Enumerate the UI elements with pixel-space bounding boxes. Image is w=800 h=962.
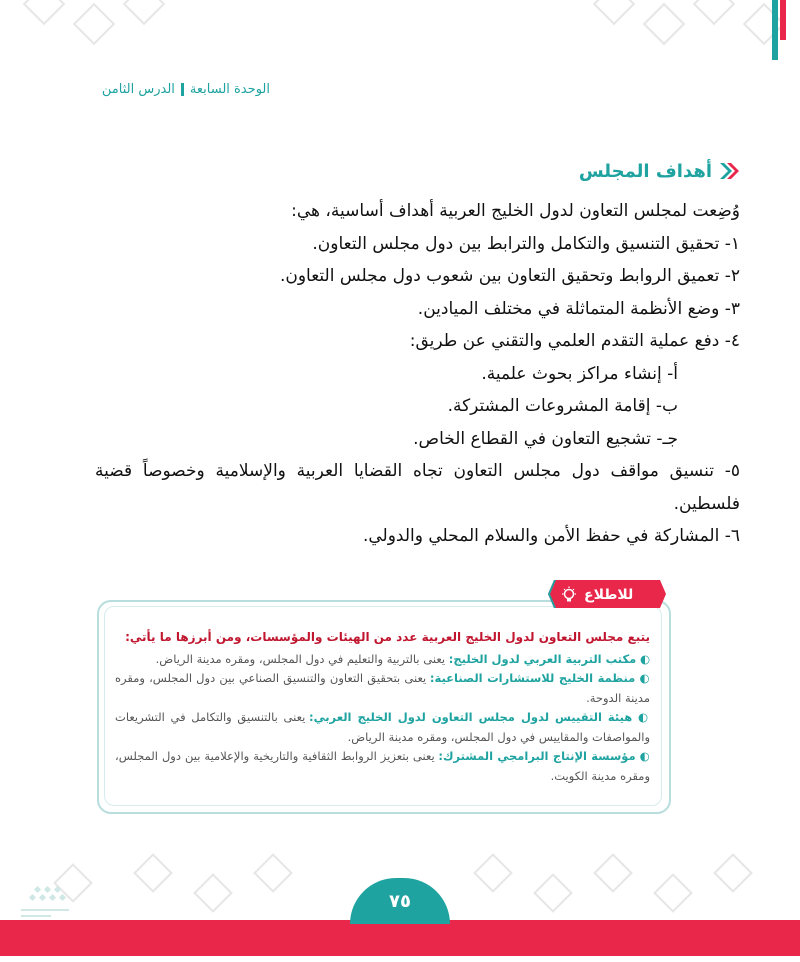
section-title: أهداف المجلس — [578, 160, 712, 182]
info-item-text: يعنى بالتربية والتعليم في دول المجلس، ومقره مدينة الرياض. — [155, 651, 449, 666]
info-badge-label-row — [560, 584, 650, 606]
sub-goal-item: ب- إقامة المشروعات المشتركة. — [447, 396, 678, 416]
info-item-name: مكتب التربية العربي لدول الخليج: — [448, 651, 637, 666]
bullet-icon: ◐ — [632, 710, 650, 724]
header-separator — [181, 83, 184, 96]
goal-item: ٢- تعميق الروابط وتحقيق التعاون بين شعوب دول مجلس التعاون. — [279, 266, 740, 286]
info-item-text: يعنى بتعزيز الروابط الثقافية والتاريخية والإعلامية بين دول المجلس، ومقره مدينة الكويت. — [115, 749, 650, 783]
footer-band — [0, 920, 800, 956]
bullet-icon: ◐ — [636, 651, 650, 666]
goal-item: ١- تحقيق التنسيق والتكامل والترابط بين دول مجلس التعاون. — [312, 233, 740, 254]
info-item — [115, 708, 650, 747]
intro-text: وُضِعت لمجلس التعاون لدول الخليج العربية أهداف أساسية، هي: — [291, 201, 740, 221]
info-item-name: منظمة الخليج للاستشارات الصناعية: — [429, 671, 636, 685]
goal-item: ٥- تنسيق مواقف دول مجلس التعاون تجاه القضايا العربية والإسلامية وخصوصاً قضية فلسطين. — [95, 461, 740, 514]
ministry-logo — [15, 885, 75, 925]
bullet-icon: ◐ — [635, 749, 650, 763]
info-item-text: يعنى بتحقيق التعاون والتنسيق الصناعي بين دول المجلس، ومقره مدينة الدوحة. — [115, 671, 650, 705]
bullet-icon: ◐ — [635, 671, 650, 685]
goal-item: ٦- المشاركة في حفظ الأمن والسلام المحلي والدولي. — [362, 526, 740, 546]
goal-item: ٤- دفع عملية التقدم العلمي والتقني عن طريق: — [409, 331, 740, 351]
info-box-content — [115, 628, 650, 786]
sub-goal-item: جـ- تشجيع التعاون في القطاع الخاص. — [413, 428, 678, 449]
info-item-name: مؤسسة الإنتاج البرامجي المشترك: — [438, 749, 636, 763]
top-diamond-pattern — [0, 0, 800, 70]
info-item-text: يعنى بالتنسيق والتكامل في التشريعات والمواصفات والمقاييس في دول المجلس، ومقره مدينة الرياض. — [115, 710, 650, 744]
goals-text — [95, 195, 740, 553]
sub-goal-item: أ- إنشاء مراكز بحوث علمية. — [481, 363, 678, 384]
page-number: ٧٥ — [350, 878, 450, 924]
lesson-label: الدرس الثامن — [101, 82, 175, 97]
section-title-row — [579, 160, 740, 182]
info-item-name: هيئة التقييس لدول مجلس التعاون لدول الخليج العربي: — [309, 710, 633, 724]
info-item — [115, 650, 650, 670]
info-badge-label: للاطلاع — [584, 587, 634, 603]
info-item — [115, 669, 650, 708]
double-chevron-icon — [718, 160, 740, 182]
unit-lesson-header — [102, 82, 270, 97]
lightbulb-icon — [560, 586, 578, 604]
info-item — [115, 747, 650, 786]
goal-item: ٣- وضع الأنظمة المتماثلة في مختلف الميادين. — [417, 298, 740, 319]
unit-label: الوحدة السابعة — [189, 82, 270, 97]
info-lead-text: يتبع مجلس التعاون لدول الخليج العربية عدد من الهيئات والمؤسسات، ومن أبرزها ما يأتي: — [125, 630, 650, 644]
